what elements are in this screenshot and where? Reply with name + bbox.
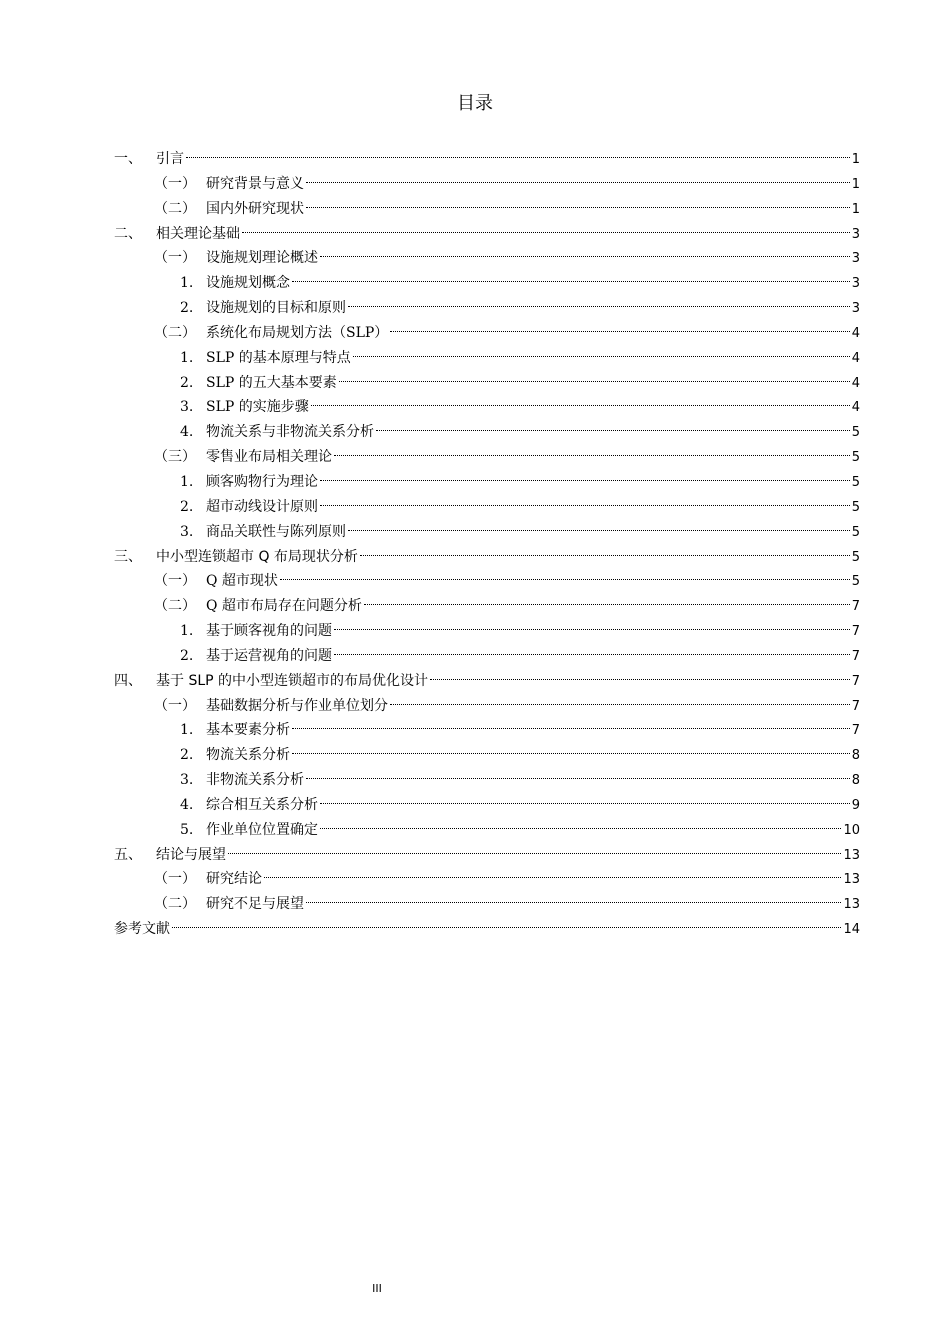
toc-entry-page: 5 xyxy=(851,450,860,466)
toc-entry-page: 4 xyxy=(851,325,860,341)
toc-entry[interactable] xyxy=(114,367,860,392)
toc-entry[interactable] xyxy=(114,317,860,342)
toc-entry-title: 综合相互关系分析 xyxy=(206,796,318,813)
toc-entry-page: 8 xyxy=(851,748,860,764)
toc-entry-page: 1 xyxy=(851,176,860,192)
toc-dot-leader xyxy=(172,913,841,933)
toc-entry-title: SLP 的实施步骤 xyxy=(206,399,309,416)
toc-entry-page: 13 xyxy=(843,872,860,888)
toc-entry[interactable] xyxy=(114,690,860,715)
toc-entry[interactable] xyxy=(114,863,860,888)
toc-entry-page: 7 xyxy=(851,723,860,739)
toc-entry-number: 1. xyxy=(180,275,194,292)
toc-entry-number: 1. xyxy=(180,623,194,640)
toc-entry-number: 2. xyxy=(180,300,194,317)
toc-entry-page: 1 xyxy=(851,152,860,167)
toc-entry-page: 7 xyxy=(851,599,860,615)
toc-entry-title: 国内外研究现状 xyxy=(206,200,304,217)
toc-dot-leader xyxy=(339,367,850,387)
toc-entry[interactable] xyxy=(114,242,860,267)
toc-entry[interactable] xyxy=(114,441,860,466)
toc-entry-title: Q 超市布局存在问题分析 xyxy=(206,598,362,615)
toc-entry-title: 研究结论 xyxy=(206,871,262,888)
toc-entry-number: 三、 xyxy=(114,548,142,565)
toc-dot-leader xyxy=(320,814,841,834)
toc-entry-number: 二、 xyxy=(114,225,142,242)
toc-entry-title: 研究背景与意义 xyxy=(206,175,304,192)
toc-entry-page: 5 xyxy=(851,425,860,441)
toc-entry[interactable] xyxy=(114,764,860,789)
toc-entry-title: 引言 xyxy=(156,151,184,167)
toc-entry-title: 结论与展望 xyxy=(156,846,226,863)
toc-entry-page: 4 xyxy=(851,400,860,416)
toc-entry-number: （一） xyxy=(154,871,196,888)
toc-dot-leader xyxy=(348,516,850,536)
toc-dot-leader xyxy=(306,764,850,784)
toc-entry-page: 9 xyxy=(851,797,860,813)
toc-entry-title: SLP 的五大基本要素 xyxy=(206,374,337,391)
toc-entry-title: 设施规划理论概述 xyxy=(206,250,318,267)
toc-entry-title: 物流关系分析 xyxy=(206,747,290,764)
toc-entry[interactable] xyxy=(114,168,860,193)
toc-entry-page: 13 xyxy=(843,897,860,913)
toc-dot-leader xyxy=(364,590,850,610)
toc-dot-leader xyxy=(292,267,850,287)
toc-entry-number: （二） xyxy=(154,200,196,217)
toc-entry-title: SLP 的基本原理与特点 xyxy=(206,349,351,366)
toc-entry[interactable] xyxy=(114,541,860,566)
toc-entry[interactable] xyxy=(114,267,860,292)
toc-entry[interactable] xyxy=(114,292,860,317)
toc-entry-page: 5 xyxy=(851,549,860,565)
toc-entry[interactable] xyxy=(114,466,860,491)
toc-entry-title: 设施规划的目标和原则 xyxy=(206,300,346,317)
toc-entry-page: 5 xyxy=(851,524,860,540)
toc-entry-number: （二） xyxy=(154,896,196,913)
toc-entry[interactable] xyxy=(114,789,860,814)
toc-entry-number: 5. xyxy=(180,821,194,838)
toc-dot-leader xyxy=(320,789,850,809)
toc-entry[interactable] xyxy=(114,193,860,218)
toc-entry-title: 基本要素分析 xyxy=(206,722,290,739)
toc-entry[interactable] xyxy=(114,590,860,615)
toc-entry[interactable] xyxy=(114,491,860,516)
toc-dot-leader xyxy=(390,317,849,337)
toc-entry-number: 4. xyxy=(180,424,194,441)
toc-entry-number: 3. xyxy=(180,772,194,789)
toc-entry[interactable] xyxy=(114,615,860,640)
toc-entry[interactable] xyxy=(114,391,860,416)
toc-entry-number: 五、 xyxy=(114,846,142,863)
toc-dot-leader xyxy=(264,863,841,883)
toc-entry-page: 3 xyxy=(851,226,860,242)
toc-entry-page: 3 xyxy=(851,276,860,292)
page-footer-number: III xyxy=(372,1282,382,1295)
toc-entry-page: 7 xyxy=(851,698,860,714)
toc-dot-leader xyxy=(280,565,850,585)
toc-entry-page: 5 xyxy=(851,574,860,590)
toc-dot-leader xyxy=(292,739,850,759)
toc-entry[interactable] xyxy=(114,888,860,913)
toc-dot-leader xyxy=(292,714,850,734)
toc-entry-number: （二） xyxy=(154,598,196,615)
toc-entry-number: （一） xyxy=(154,250,196,267)
toc-dot-leader xyxy=(186,143,850,163)
toc-entry-number: （三） xyxy=(154,449,196,466)
toc-entry-page: 13 xyxy=(843,847,860,863)
toc-dot-leader xyxy=(306,888,841,908)
toc-entry-page: 4 xyxy=(851,350,860,366)
toc-entry-number: （二） xyxy=(154,324,196,341)
toc-dot-leader xyxy=(334,640,850,660)
page-title: 目录 xyxy=(457,93,493,114)
toc-dot-leader xyxy=(334,615,850,635)
toc-entry-title: 作业单位位置确定 xyxy=(206,821,318,838)
toc-entry-title: 基于 SLP 的中小型连锁超市的布局优化设计 xyxy=(156,672,429,689)
toc-entry-page: 4 xyxy=(851,375,860,391)
toc-dot-leader xyxy=(311,391,850,411)
toc-entry-page: 10 xyxy=(843,822,860,838)
toc-entry-number: 1. xyxy=(180,473,194,490)
toc-entry-title: 零售业布局相关理论 xyxy=(206,449,332,466)
toc-entry-page: 7 xyxy=(851,624,860,640)
toc-dot-leader xyxy=(334,441,850,461)
toc-entry-page: 14 xyxy=(843,922,860,938)
toc-dot-leader xyxy=(320,242,850,262)
toc-dot-leader xyxy=(320,491,850,511)
toc-entry-title: 物流关系与非物流关系分析 xyxy=(206,424,374,441)
toc-entry[interactable] xyxy=(114,913,860,938)
toc-dot-leader xyxy=(348,292,850,312)
toc-dot-leader xyxy=(228,839,841,859)
toc-dot-leader xyxy=(390,690,850,710)
toc-entry-page: 3 xyxy=(851,251,860,267)
toc-entry-number: 一、 xyxy=(114,151,142,167)
toc-entry-page: 7 xyxy=(851,673,860,689)
toc-entry-page: 8 xyxy=(851,773,860,789)
toc-entry-number: 四、 xyxy=(114,672,142,689)
toc-dot-leader xyxy=(430,665,850,685)
toc-entry-number: （一） xyxy=(154,175,196,192)
toc-entry-page: 5 xyxy=(851,474,860,490)
toc-entry-page: 1 xyxy=(851,201,860,217)
toc-entry[interactable] xyxy=(114,565,860,590)
toc-entry-title: 基础数据分析与作业单位划分 xyxy=(206,697,388,714)
toc-entry[interactable] xyxy=(114,218,860,243)
toc-entry-number: 3. xyxy=(180,399,194,416)
toc-entry[interactable] xyxy=(114,640,860,665)
toc-dot-leader xyxy=(376,416,850,436)
toc-entry[interactable] xyxy=(114,714,860,739)
toc-entry-page: 5 xyxy=(851,499,860,515)
toc-entry-title: 基于顾客视角的问题 xyxy=(206,623,332,640)
toc-entry-title: 超市动线设计原则 xyxy=(206,498,318,515)
toc-entry-number: 2. xyxy=(180,747,194,764)
toc-entry[interactable] xyxy=(114,143,860,168)
toc-entry[interactable] xyxy=(114,516,860,541)
toc-entry-number: 1. xyxy=(180,349,194,366)
toc-entry-title: Q 超市现状 xyxy=(206,573,278,590)
toc-entry-title: 系统化布局规划方法（SLP） xyxy=(206,324,389,341)
toc-entry-number: 2. xyxy=(180,498,194,515)
toc-entry-number: 3. xyxy=(180,523,194,540)
toc-entry[interactable] xyxy=(114,416,860,441)
toc-entry-title: 相关理论基础 xyxy=(156,225,240,242)
toc-dot-leader xyxy=(306,193,850,213)
toc-entry-title: 商品关联性与陈列原则 xyxy=(206,523,346,540)
toc-entry[interactable] xyxy=(114,839,860,864)
toc-entry-title: 设施规划概念 xyxy=(206,275,290,292)
toc-dot-leader xyxy=(320,466,850,486)
table-of-contents xyxy=(114,143,860,938)
toc-dot-leader xyxy=(306,168,850,188)
toc-entry-title: 基于运营视角的问题 xyxy=(206,647,332,664)
toc-entry-page: 7 xyxy=(851,648,860,664)
toc-entry-number: （一） xyxy=(154,573,196,590)
toc-entry[interactable] xyxy=(114,739,860,764)
toc-entry[interactable] xyxy=(114,342,860,367)
toc-entry[interactable] xyxy=(114,665,860,690)
toc-entry[interactable] xyxy=(114,814,860,839)
toc-dot-leader xyxy=(242,218,850,238)
toc-entry-title: 参考文献 xyxy=(114,921,170,938)
toc-dot-leader xyxy=(360,541,850,561)
toc-dot-leader xyxy=(353,342,850,362)
toc-entry-page: 3 xyxy=(851,301,860,317)
toc-entry-number: 2. xyxy=(180,374,194,391)
toc-entry-title: 中小型连锁超市 Q 布局现状分析 xyxy=(156,548,358,565)
toc-entry-title: 顾客购物行为理论 xyxy=(206,473,318,490)
toc-entry-title: 非物流关系分析 xyxy=(206,772,304,789)
toc-entry-title: 研究不足与展望 xyxy=(206,896,304,913)
toc-entry-number: 4. xyxy=(180,796,194,813)
toc-entry-number: （一） xyxy=(154,697,196,714)
toc-entry-number: 1. xyxy=(180,722,194,739)
toc-entry-number: 2. xyxy=(180,647,194,664)
